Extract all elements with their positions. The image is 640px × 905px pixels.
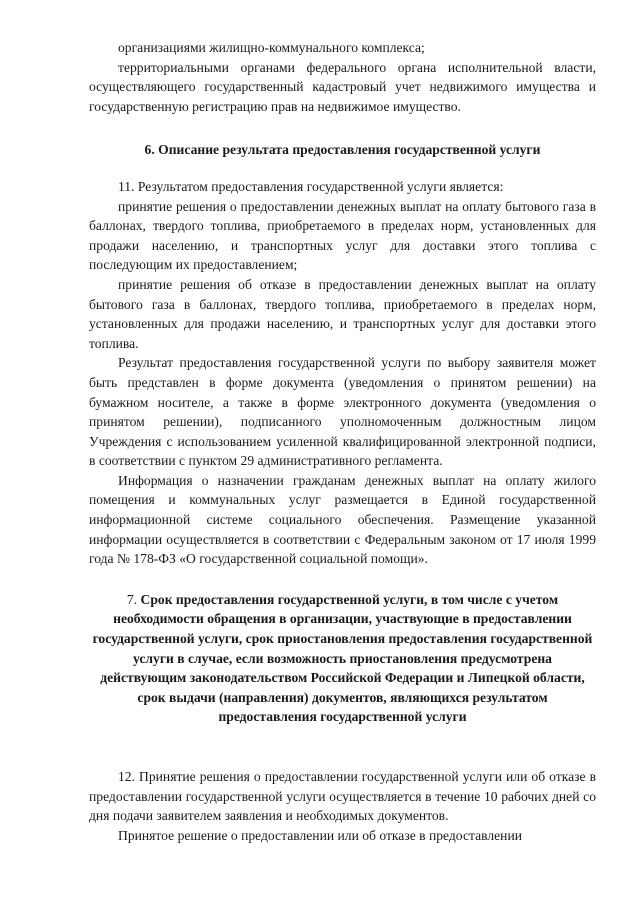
paragraph: 12. Принятие решения о предоставлении государственной услуги или об отказе в предоставлении государственной услуги осуществляется в течение 10 рабочих дней со дня подачи заявителем заявления и необходимых документов. [89, 769, 596, 824]
paragraph: принятие решения об отказе в предоставлении денежных выплат на оплату бытового газа в баллонах, твердого топлива, приобретаемого в пределах норм, установленных для продажи населению, и транспортных услуг для доставки этого топлива. [89, 276, 596, 351]
section-number: 7. [126, 591, 138, 607]
paragraph: Информация о назначении гражданам денежных выплат на оплату жилого помещения и коммунальных услуг размещается в Единой государственной информационной системе социального обеспечения. Размещение указанной информации осуществляется в соответствии с Федеральным законом от 17 июля 1999 года № 178-ФЗ «О государственной социальной помощи». [89, 472, 596, 567]
paragraph: организациями жилищно-коммунального комплекса; [118, 40, 425, 55]
document-page [89, 38, 596, 845]
paragraph: Принятое решение о предоставлении или об отказе в предоставлении [118, 827, 522, 843]
paragraph: 11. Результатом предоставления государственной услуги является: [118, 178, 504, 194]
section-title: Срок предоставления государственной услуги, в том числе с учетом необходимости обращения в организации, участвующие в предоставлении государственной услуги, срок приостановления предоставления государственной услуги в случае, если возможность приостановления предусмотрена действующим законодательством Российской Федерации и Липецкой области, срок выдачи (направления) документов, являющихся результатом предоставления государственной услуги [92, 591, 593, 725]
paragraph: принятие решения о предоставлении денежных выплат на оплату бытового газа в баллонах, твердого топлива, приобретаемого в пределах норм, установленных для продажи населению, и транспортных услуг для доставки этого топлива с последующим их предоставлением; [89, 198, 596, 273]
section-heading-7 [89, 590, 596, 727]
paragraph: Результат предоставления государственной услуги по выбору заявителя может быть представлен в форме документа (уведомления о принятом решении) на бумажном носителе, а также в форме электронного документа (уведомления о принятом решении), подписанного уполномоченным должностным лицом Учреждения с использованием усиленной квалифицированной электронной подписи, в соответствии с пунктом 29 административного регламента. [89, 355, 596, 469]
section-heading-6: 6. Описание результата предоставления государственной услуги [144, 142, 541, 158]
paragraph: территориальными органами федерального органа исполнительной власти, осуществляющего государственный кадастровый учет недвижимого имущества и государственную регистрацию прав на недвижимое имущество. [89, 59, 596, 114]
